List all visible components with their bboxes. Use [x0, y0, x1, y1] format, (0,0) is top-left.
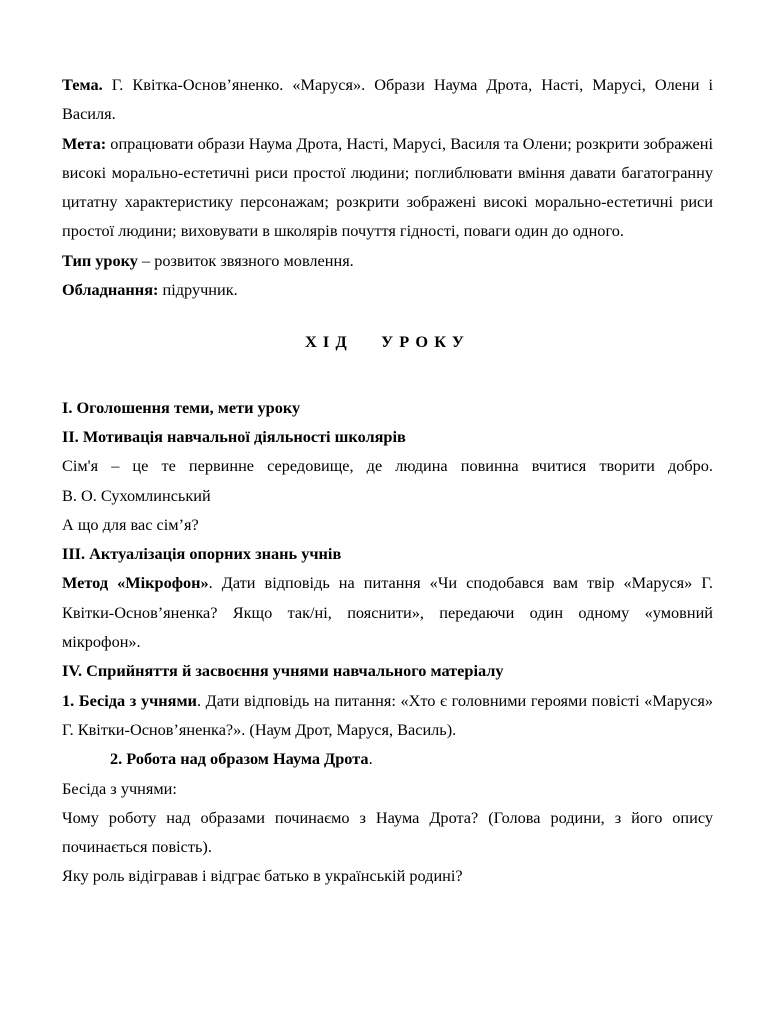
item-1-text: . Дати відповідь на питання: «Хто є головними героями повісті «Маруся» Г. Квітки-Основ’яненка?». (Наум Дрот, Маруся, Василь). — [62, 690, 713, 739]
lesson-type-label: Тип уроку — [62, 250, 138, 270]
epigraph-quote: Сім'я – це те первинне середовище, де людина повинна вчитися творити добро. — [62, 456, 713, 476]
section-1-heading: І. Оголошення теми, мети уроку — [62, 397, 301, 417]
item-2-paragraph — [62, 744, 713, 773]
goal-paragraph — [62, 129, 713, 246]
section-3-heading: ІІІ. Актуалізація опорних знань учнів — [62, 544, 342, 564]
section-2-heading: ІІ. Мотивація навчальної діяльності школярів — [62, 426, 406, 446]
item-1-label: 1. Бесіда з учнями — [62, 690, 197, 710]
goal-text: опрацювати образи Наума Дрота, Насті, Марусі, Василя та Олени; розкрити зображені високі морально-естетичні риси простої людини; поглиблювати вміння давати багатогранну цитатну характеристику персонажам; розкрити зображені високі морально-естетичні риси простої людини; виховувати в школярів почуття гідності, поваги один до одного. — [62, 133, 713, 241]
goal-label: Мета: — [62, 133, 107, 153]
method-paragraph — [62, 568, 713, 656]
course-title: ХІД УРОКУ — [304, 332, 471, 352]
section-4-heading: ІV. Сприйняття й засвоєння учнями навчального матеріалу — [62, 661, 504, 681]
equipment-text: підручник. — [158, 280, 238, 300]
equipment-label: Обладнання: — [62, 280, 159, 300]
topic-label: Тема. — [62, 75, 103, 94]
question-why: Чому роботу над образами починаємо з Наума Дрота? (Голова родини, з його опису починається повість). — [62, 807, 713, 857]
item-1-paragraph — [62, 686, 713, 745]
conversation-label: Бесіда з учнями: — [62, 778, 177, 798]
method-text: . Дати відповідь на питання «Чи сподобався вам твір «Маруся» Г. Квітки-Основ’яненка? Якщо так/ні, пояснити», передаючи один одному «умовний мікрофон». — [62, 573, 713, 652]
document-page — [62, 70, 713, 891]
lesson-type-text: – розвиток звязного мовлення. — [137, 250, 354, 270]
topic-paragraph — [62, 70, 713, 129]
item-2-text: . — [368, 749, 373, 769]
question-family: А що для вас сім’я? — [62, 514, 199, 534]
lesson-type-paragraph — [62, 246, 713, 275]
question-role: Яку роль відігравав і відграє батько в українській родині? — [62, 866, 463, 886]
topic-text: Г. Квітка-Основ’яненко. «Маруся». Образи Наума Дрота, Насті, Марусі, Олени і Василя. — [62, 75, 713, 124]
method-label: Метод «Мікрофон» — [62, 573, 209, 593]
equipment-paragraph — [62, 275, 713, 304]
item-2-label: 2. Робота над образом Наума Дрота — [110, 749, 369, 769]
epigraph-author: В. О. Сухомлинський — [62, 485, 211, 505]
